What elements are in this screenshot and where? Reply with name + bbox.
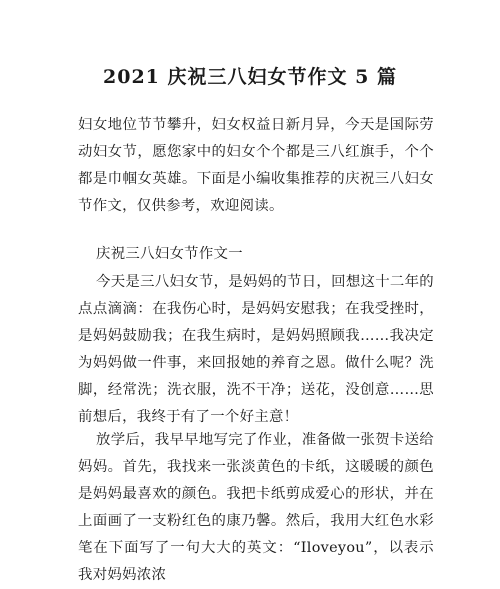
intro-paragraph: 妇女地位节节攀升，妇女权益日新月异，今天是国际劳动妇女节，愿您家中的妇女个个都是三八红旗手，个个都是巾帼女英雄。下面是小编收集推荐的庆祝三八妇女节作文，仅供参考，欢迎阅读。 bbox=[78, 117, 434, 214]
section-heading: 庆祝三八妇女节作文一 bbox=[96, 246, 243, 262]
body-paragraph-1: 今天是三八妇女节，是妈妈的节日，回想这十二年的点点滴滴：在我伤心时，是妈妈安慰我；在我受挫时，是妈妈鼓励我；在我生病时，是妈妈照顾我……我决定为妈妈做一件事，来回报她的养育之恩。做什么呢？洗脚，经常洗；洗衣服，洗不干净；送花，没创意……思前想后，我终于有了一个好主意！ bbox=[78, 274, 434, 425]
document-title: 2021 庆祝三八妇女节作文 5 篇 bbox=[103, 66, 397, 88]
body-paragraph-2: 放学后，我早早地写完了作业，准备做一张贺卡送给妈妈。首先，我找来一张淡黄色的卡纸，这暖暖的颜色是妈妈最喜欢的颜色。我把卡纸剪成爱心的形状，并在上面画了一支粉红色的康乃馨。然后，我用大红色水彩笔在下面写了一句大大的英文：“Iloveyou”，以表示我对妈妈浓浓 bbox=[78, 432, 434, 583]
